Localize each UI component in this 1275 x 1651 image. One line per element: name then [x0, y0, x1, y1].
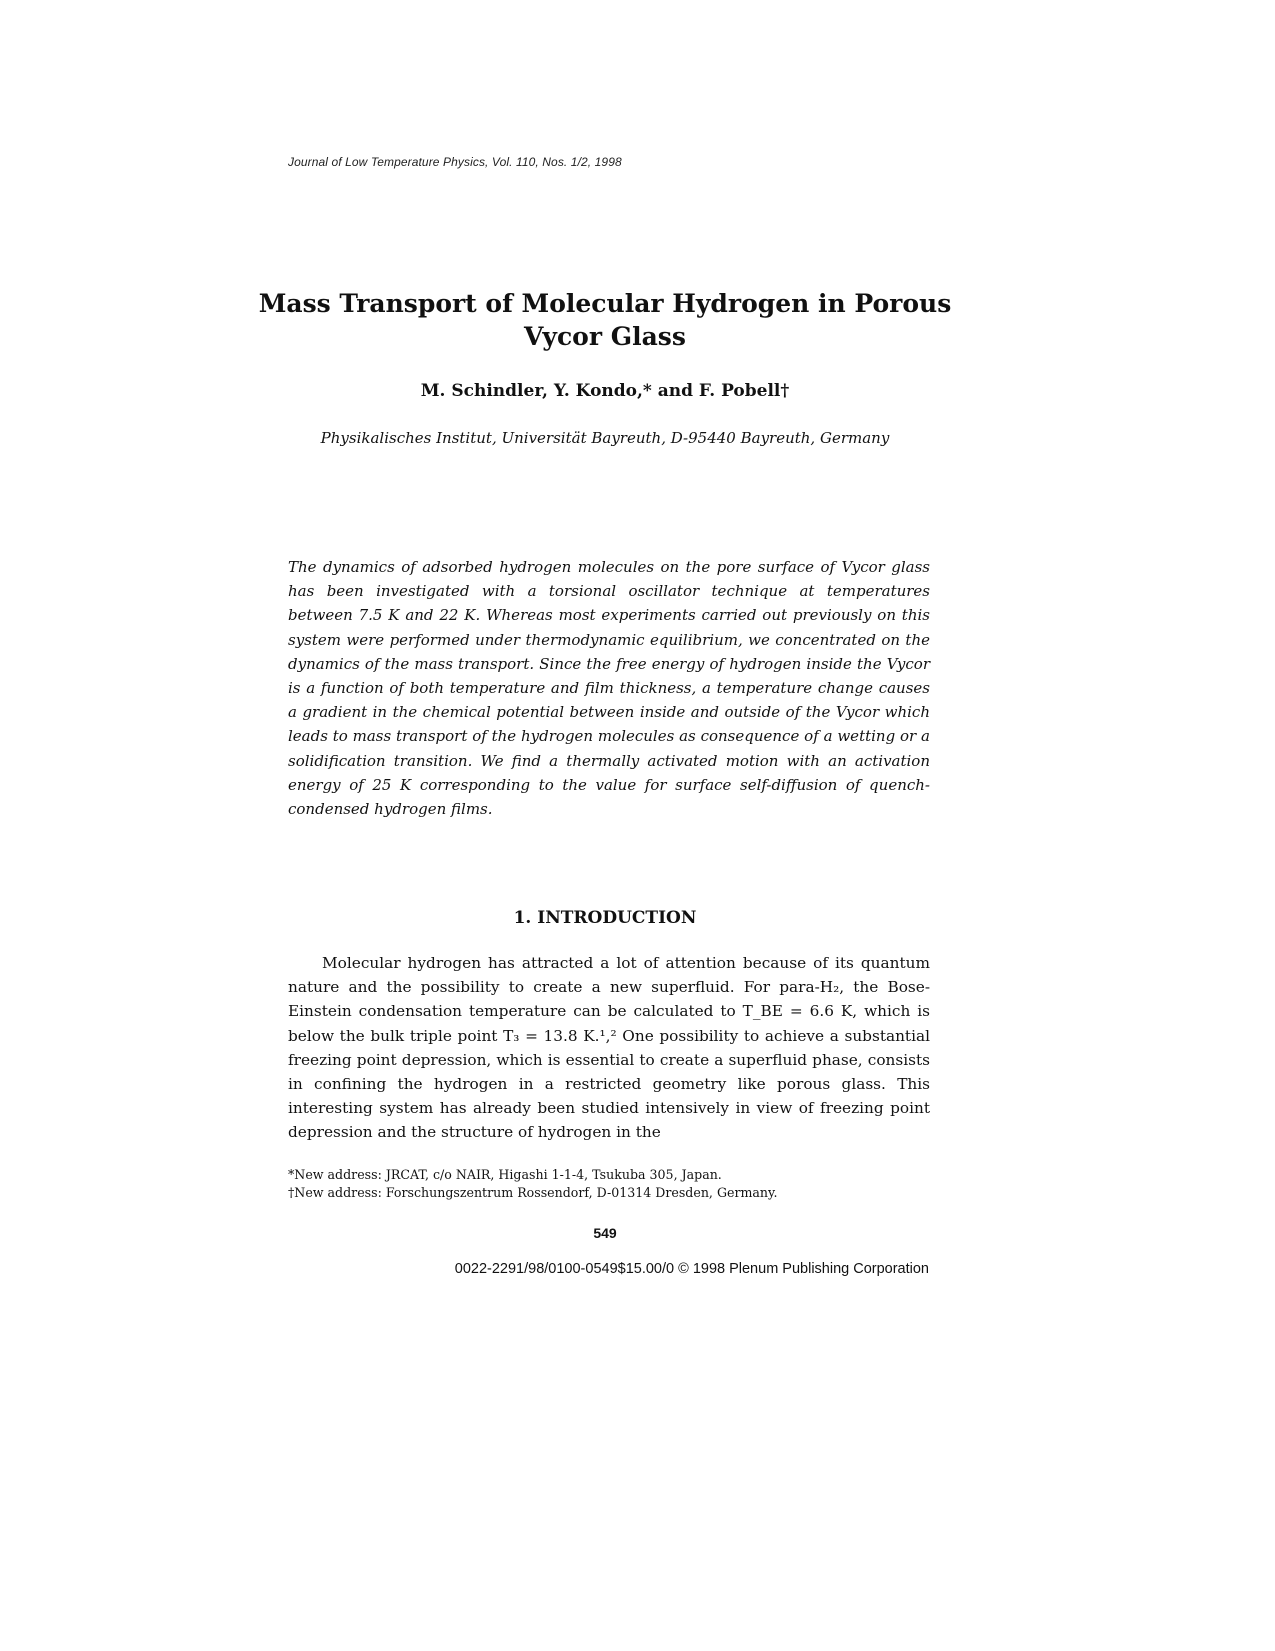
journal-citation: Journal of Low Temperature Physics, Vol. 110, Nos. 1/2, 1998: [288, 155, 622, 169]
copyright-line: 0022-2291/98/0100-0549$15.00/0 © 1998 Plenum Publishing Corporation: [454, 1261, 929, 1277]
footnotes: [288, 1166, 930, 1202]
author-affiliation: Physikalisches Institut, Universität Bayreuth, D-95440 Bayreuth, Germany: [320, 429, 890, 447]
introduction-body: [288, 951, 930, 1145]
author-list: M. Schindler, Y. Kondo,* and F. Pobell†: [420, 381, 790, 401]
introduction-paragraph: Molecular hydrogen has attracted a lot of attention because of its quantum nature and the possibility to create a new superfluid. For para-H₂, the Bose-Einstein condensation temperature can be calculated to T_BE = 6.6 K, which is below the bulk triple point T₃ = 13.8 K.¹,² One possibility to achieve a substantial freezing point depression, which is essential to create a superfluid phase, consists in confining the hydrogen in a restricted geometry like porous glass. This interesting system has already been studied intensively in view of freezing point depression and the structure of hydrogen in the: [288, 954, 930, 1142]
footnote-pobell: †New address: Forschungszentrum Rossendorf, D-01314 Dresden, Germany.: [288, 1185, 778, 1200]
abstract: The dynamics of adsorbed hydrogen molecules on the pore surface of Vycor glass has been investigated with a torsional oscillator technique at temperatures between 7.5 K and 22 K. Whereas most experiments carried out previously on this system were performed under thermodynamic equilibrium, we concentrated on the dynamics of the mass transport. Since the free energy of hydrogen inside the Vycor is a function of both temperature and film thickness, a temperature change causes a gradient in the chemical potential between inside and outside of the Vycor which leads to mass transport of the hydrogen molecules as consequence of a wetting or a solidification transition. We find a thermally activated motion with an activation energy of 25 K corresponding to the value for surface self-diffusion of quench-condensed hydrogen films.: [288, 558, 930, 819]
section-heading-introduction: 1. INTRODUCTION: [513, 908, 697, 928]
page-number: 549: [593, 1225, 617, 1241]
paper-title: Mass Transport of Molecular Hydrogen in Porous Vycor Glass: [258, 289, 952, 351]
footnote-kondo: *New address: JRCAT, c/o NAIR, Higashi 1-1-4, Tsukuba 305, Japan.: [288, 1167, 722, 1182]
